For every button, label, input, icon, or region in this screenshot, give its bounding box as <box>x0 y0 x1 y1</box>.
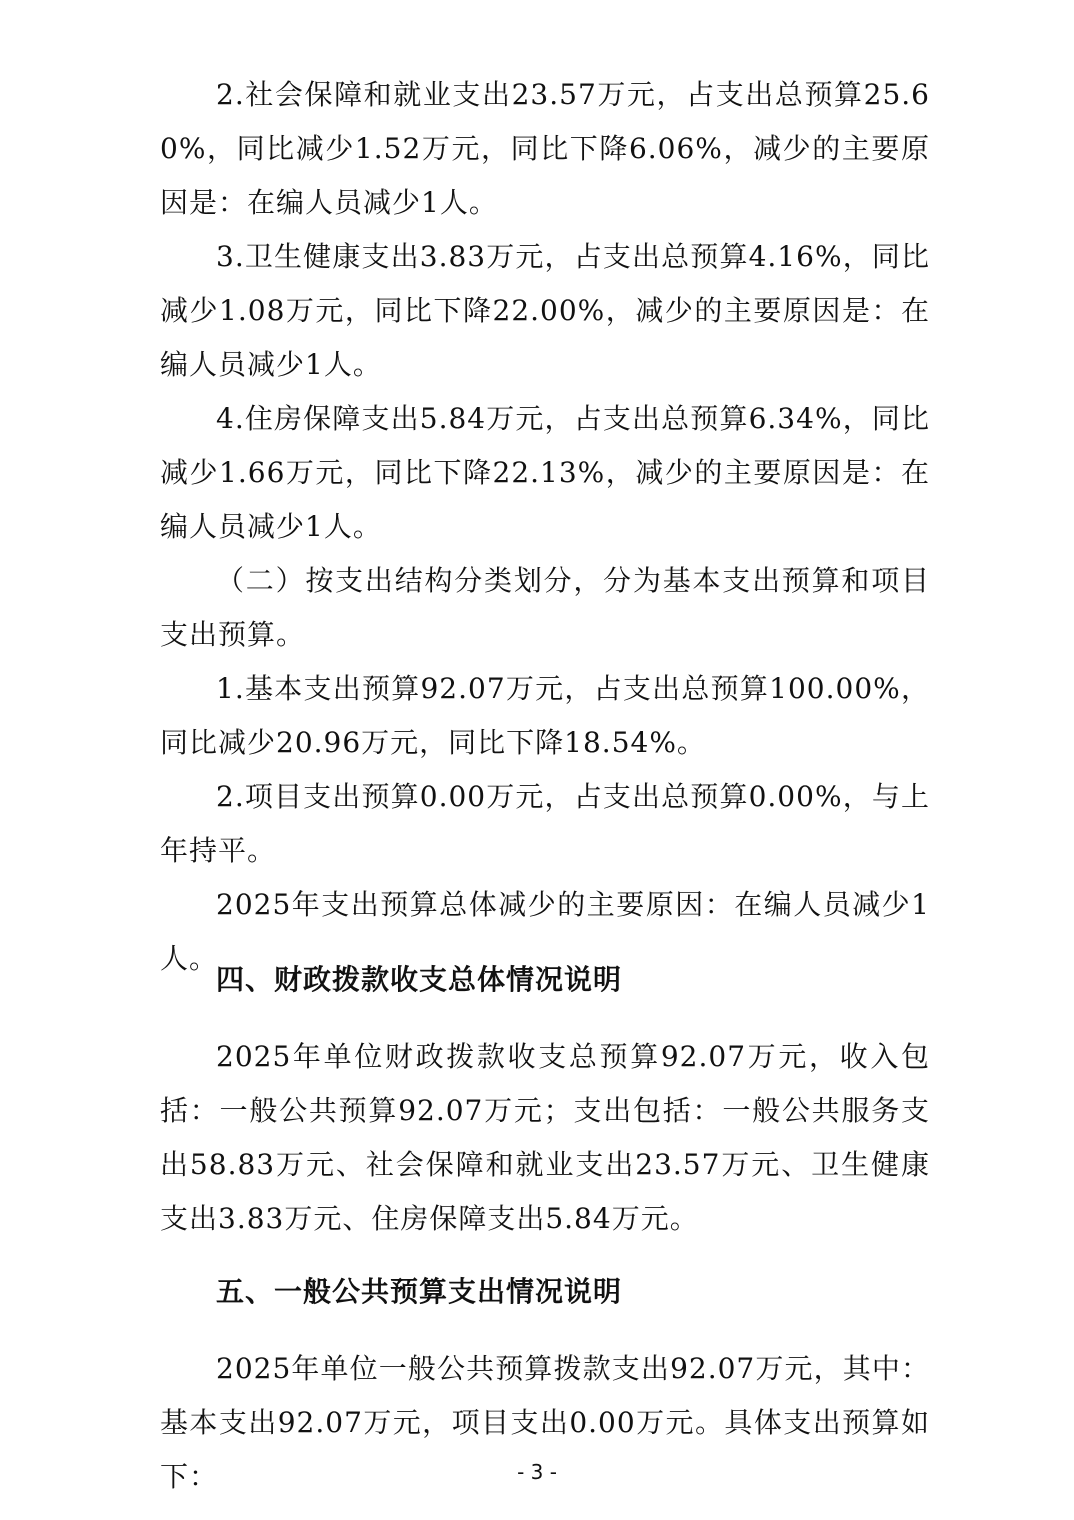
paragraph-overall-reason: 2025年支出预算总体减少的主要原因：在编人员减少1人。 <box>160 888 930 975</box>
paragraph-project-expenditure: 2.项目支出预算0.00万元，占支出总预算0.00%，与上年持平。 <box>160 780 930 867</box>
paragraph-fiscal-summary: 2025年单位财政拨款收支总预算92.07万元，收入包括：一般公共预算92.07万元；支出包括：一般公共服务支出58.83万元、社会保障和就业支出23.57万元、卫生健康支出3.83万元、住房保障支出5.84万元。 <box>160 1040 930 1235</box>
section-heading-fiscal-overview: 四、财政拨款收支总体情况说明 <box>216 963 623 996</box>
paragraph-housing-expenditure: 4.住房保障支出5.84万元，占支出总预算6.34%，同比减少1.66万元，同比下降22.13%，减少的主要原因是：在编人员减少1人。 <box>160 402 930 543</box>
paragraph-general-budget-summary: 2025年单位一般公共预算拨款支出92.07万元，其中：基本支出92.07万元，项目支出0.00万元。具体支出预算如下： <box>160 1352 930 1493</box>
section-heading-general-budget: 五、一般公共预算支出情况说明 <box>216 1275 623 1308</box>
paragraph-health-expenditure: 3.卫生健康支出3.83万元，占支出总预算4.16%，同比减少1.08万元，同比下降22.00%，减少的主要原因是：在编人员减少1人。 <box>160 240 930 381</box>
paragraph-social-security-expenditure: 2.社会保障和就业支出23.57万元，占支出总预算25.60%，同比减少1.52万元，同比下降6.06%，减少的主要原因是：在编人员减少1人。 <box>160 78 930 219</box>
page-number: - 3 - <box>517 1460 557 1484</box>
paragraph-basic-expenditure: 1.基本支出预算92.07万元，占支出总预算100.00%，同比减少20.96万元，同比下降18.54%。 <box>160 672 930 759</box>
paragraph-structure-intro: （二）按支出结构分类划分，分为基本支出预算和项目支出预算。 <box>160 564 930 651</box>
